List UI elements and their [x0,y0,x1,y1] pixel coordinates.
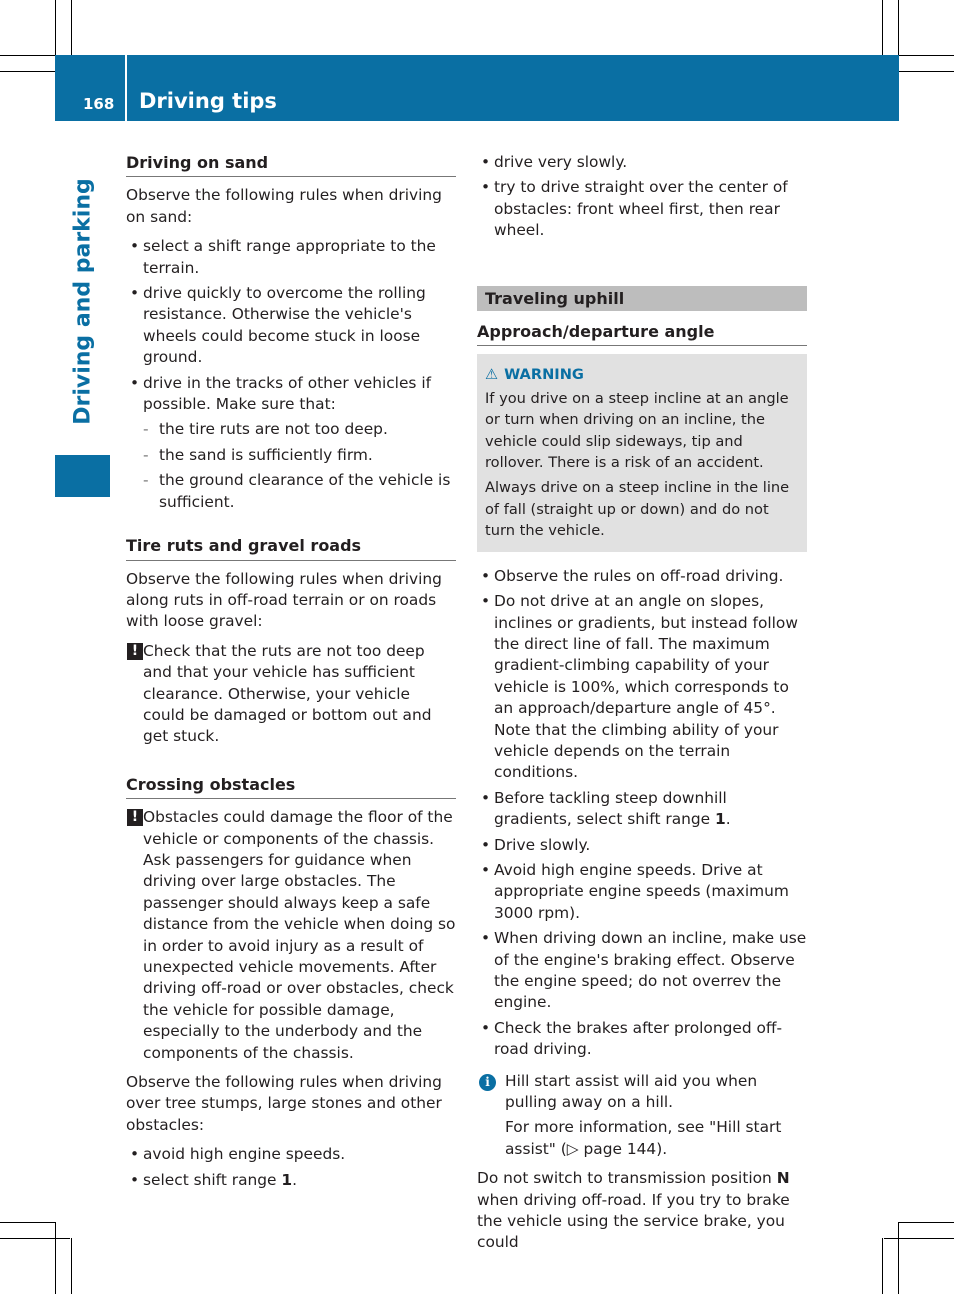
header-divider [125,55,127,121]
list-item: • drive very slowly. [477,152,807,173]
list-item: • select a shift range appropriate to the terrain. [126,236,456,279]
section-title: Traveling uphill [477,286,807,311]
list-item [477,788,807,831]
left-column [126,152,456,1195]
list-item: • try to drive straight over the center of obstacles: front wheel first, then rear wheel. [477,177,807,241]
crop-mark [884,1238,954,1239]
list-item: • Drive slowly. [477,835,807,856]
list-item: • Observe the rules on off-road driving. [477,566,807,587]
section-heading: Driving on sand [126,152,456,177]
list-item: • drive in the tracks of other vehicles if possible. Make sure that: [126,373,456,416]
list-item: • avoid high engine speeds. [126,1144,456,1165]
crop-mark [71,0,72,55]
sub-list-item: - the tire ruts are not too deep. [126,419,456,440]
chapter-tab-label: Driving and parking [70,178,96,425]
list-item [126,1170,456,1191]
sub-list-item: - the sand is sufficiently firm. [126,445,456,466]
info-reference: For more information, see "Hill start assist" (▷ page 144). [505,1118,782,1158]
paragraph: Observe the following rules when driving along ruts in off-road terrain or on roads with loose gravel: [126,569,442,631]
shift-range-value: 1 [715,810,726,829]
list-item: • drive quickly to overcome the rolling resistance. Otherwise the vehicle's wheels could become stuck in loose ground. [126,283,456,369]
crop-mark [898,1222,899,1294]
crop-mark [0,1222,55,1223]
crop-mark [0,1238,70,1239]
section-heading: Crossing obstacles [126,774,456,799]
page-header [55,55,899,121]
exclamation-icon: ! [127,643,143,660]
chapter-tab-marker [55,455,110,497]
list-item: • Do not drive at an angle on slopes, inclines or gradients, but instead follow the direct line of fall. The maximum gradient-climbing capability of your vehicle is 100%, which corresponds to an approach/departure angle of 45°. Note that the climbing ability of your vehicle depends on the terrain conditions. [477,591,807,784]
exclamation-icon: ! [127,809,143,826]
section-heading: Tire ruts and gravel roads [126,535,456,560]
warning-box [477,354,807,551]
crop-mark [71,1238,72,1294]
paragraph-text: Do not switch to transmission position [477,1169,777,1188]
crop-mark [0,55,55,56]
paragraph: Observe the following rules when driving over tree stumps, large stones and other obstacles: [126,1073,442,1134]
info-text: Hill start assist will aid you when pulling away on a hill. [505,1071,758,1112]
transmission-position: N [776,1169,790,1188]
list-item-text: Before tackling steep downhill gradients, select shift range [494,788,727,829]
page-title: Driving tips [139,89,277,113]
shift-range-value: 1 [281,1170,293,1189]
section-heading: Approach/departure angle [477,321,807,346]
crop-mark [55,1222,56,1294]
caution-note [126,807,456,1064]
page-number: 168 [83,95,115,113]
list-item: • Check the brakes after prolonged off-road driving. [477,1018,807,1061]
list-item: • When driving down an incline, make use of the engine's braking effect. Observe the engine speed; do not overrev the engine. [477,928,807,1014]
warning-triangle-icon: ⚠ [485,366,499,384]
chapter-tab [55,121,110,497]
paragraph [477,1168,807,1254]
right-column [477,152,807,1262]
caution-text: Check that the ruts are not too deep and that your vehicle has sufficient clearance. Otherwise, your vehicle could be damaged or bottom out and get stuck. [143,641,432,746]
crop-mark [899,55,954,56]
list-item-text: select shift range [143,1170,282,1189]
caution-note [126,641,456,748]
warning-text: If you drive on a steep incline at an angle or turn when driving on an incline, the vehicle could slip sideways, tip and rollover. There is a risk of an accident. [485,389,789,472]
crop-mark [899,1222,954,1223]
warning-title-text: WARNING [504,366,584,384]
list-item-text: . [292,1170,298,1189]
list-item: • Avoid high engine speeds. Drive at appropriate engine speeds (maximum 3000 rpm). [477,860,807,924]
warning-text: Always drive on a steep incline in the line of fall (straight up or down) and do not turn the vehicle. [485,479,790,540]
paragraph: Observe the following rules when driving on sand: [126,186,442,226]
info-icon: i [479,1074,496,1091]
info-note [477,1071,807,1114]
warning-title [485,364,799,385]
paragraph-text: when driving off-road. If you try to brake the vehicle using the service brake, you could [477,1190,790,1252]
caution-text: Obstacles could damage the floor of the vehicle or components of the chassis. Ask passengers for guidance when driving over large obstacles. The passenger should always keep a safe distance from the vehicle when doing so in order to avoid injury as a result of unexpected vehicle movements. After driving off-road or over obstacles, check the vehicle for possible damage, especially to the underbody and the components of the chassis. [143,808,456,1062]
crop-mark [882,1238,883,1294]
list-item-text: . [725,810,731,829]
sub-list-item: - the ground clearance of the vehicle is sufficient. [126,470,456,513]
crop-mark [882,0,883,55]
